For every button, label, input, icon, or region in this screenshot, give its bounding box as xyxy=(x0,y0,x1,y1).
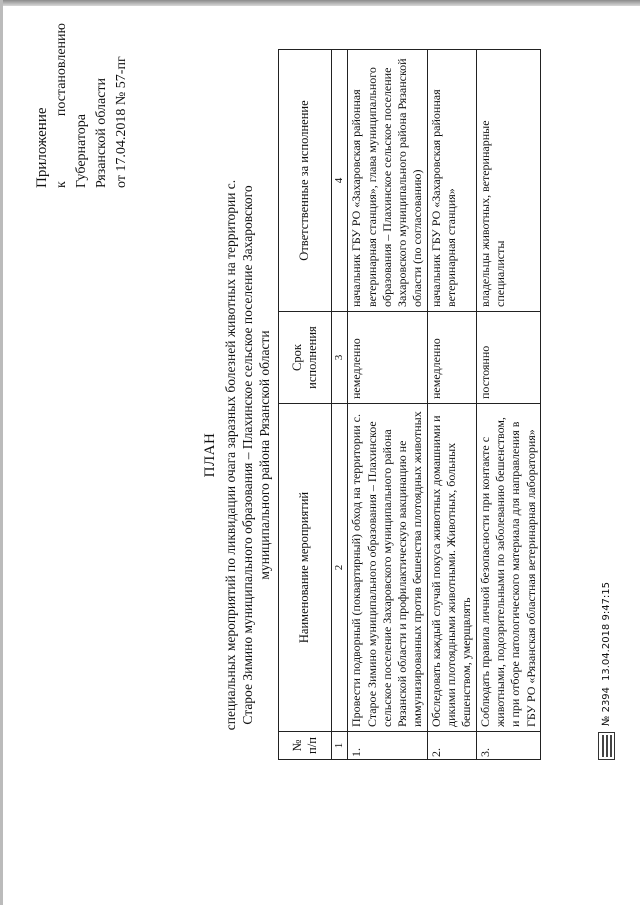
column-index: 4 xyxy=(332,50,348,312)
row-action: Обследовать каждый случай покуса животных домашними и дикими плотоядными животными. Животных, больных бешенством, умерщвлять xyxy=(427,404,476,732)
row-number: 3. xyxy=(476,732,540,760)
plan-title: ПЛАН xyxy=(202,432,218,478)
table-row xyxy=(427,50,476,760)
appendix-label: Приложение xyxy=(34,107,50,188)
measures-table xyxy=(278,49,541,760)
appendix-word: к xyxy=(54,181,69,188)
table-row xyxy=(348,50,427,760)
appendix-region: Рязанской области xyxy=(94,77,109,188)
header-responsible: Ответственные за исполнение xyxy=(279,50,332,312)
registration-footer xyxy=(598,582,615,760)
header-deadline: Срок исполнения xyxy=(279,312,332,404)
scan-top-edge xyxy=(0,0,640,6)
row-deadline: немедленно xyxy=(348,312,427,404)
column-index: 2 xyxy=(332,404,348,732)
appendix-block xyxy=(32,23,132,188)
column-number-row xyxy=(332,50,348,760)
row-deadline: немедленно xyxy=(427,312,476,404)
row-action: Провести подворный (поквартирный) обход на территории с. Старое Зимино муниципального образования – Плахинское сельское поселение Захаровского муниципального района Рязанской области и профилактическую вакцинацию не иммунизированных против бешенства плотоядных животных xyxy=(348,404,427,732)
plan-subtitle: специальных мероприятий по ликвидации очага заразных болезней животных на территории с. Старое Зимино муниципального образования – Плахинское сельское поселение Захаровского муниципального района Рязанской области xyxy=(223,179,272,731)
rotated-document-page xyxy=(20,20,620,890)
appendix-date-number: от 17.04.2018 № 57-пг xyxy=(114,56,129,188)
header-number: № п/п xyxy=(279,732,332,760)
appendix-word: постановлению xyxy=(54,23,69,117)
column-index: 3 xyxy=(332,312,348,404)
row-responsible: начальник ГБУ РО «Захаровская районная ветеринарная станция», глава муниципального образования – Плахинское сельское поселение Захаровского муниципального района Рязанской области (по согласованию) xyxy=(348,50,427,312)
registration-number: № 2394 xyxy=(601,686,612,726)
row-responsible: владельцы животных, ветеринарные специалисты xyxy=(476,50,540,312)
row-number: 2. xyxy=(427,732,476,760)
registry-stamp-icon xyxy=(598,732,615,760)
row-responsible: начальник ГБУ РО «Захаровская районная ветеринарная станция» xyxy=(427,50,476,312)
row-deadline: постоянно xyxy=(476,312,540,404)
table-header-row xyxy=(279,50,332,760)
appendix-word: Губернатора xyxy=(74,113,89,188)
row-number: 1. xyxy=(348,732,427,760)
header-action: Наименование мероприятий xyxy=(279,404,332,732)
column-index: 1 xyxy=(332,732,348,760)
registration-datetime: 13.04.2018 9:47:15 xyxy=(601,581,612,681)
row-action: Соблюдать правила личной безопасности при контакте с животными, подозрительными по заболеванию бешенством, и при отборе патологического материала для направления в ГБУ РО «Рязанская областная ветеринарная лаборатория» xyxy=(476,404,540,732)
appendix-decree-line xyxy=(52,23,92,188)
table-row xyxy=(476,50,540,760)
scan-left-edge xyxy=(0,0,3,905)
